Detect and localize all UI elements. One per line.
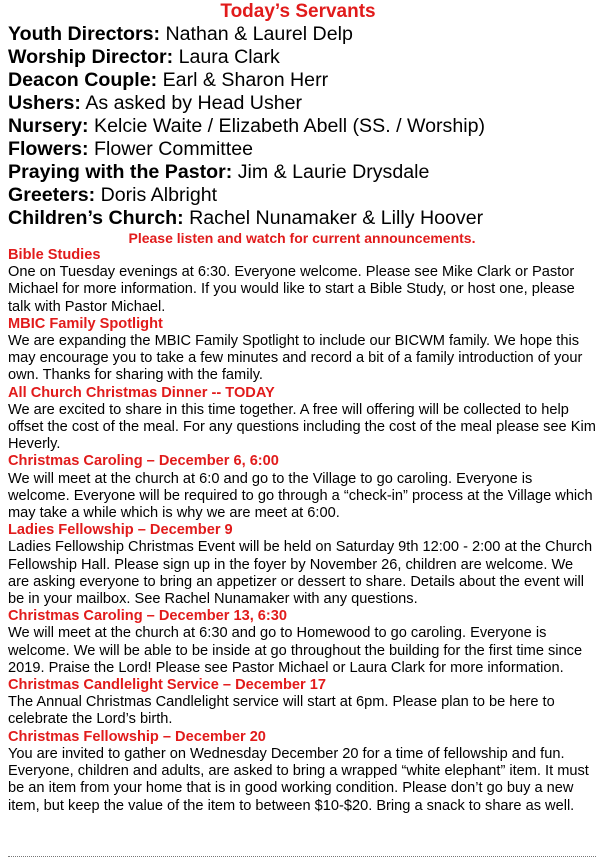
servant-role: Worship Director: bbox=[8, 46, 174, 68]
page-title: Today’s Servants bbox=[220, 1, 376, 22]
dotted-divider bbox=[8, 856, 596, 857]
servant-names: Doris Albright bbox=[100, 184, 218, 206]
servant-role: Deacon Couple: bbox=[8, 69, 158, 91]
servant-names: Flower Committee bbox=[94, 138, 253, 160]
servant-row bbox=[8, 46, 596, 69]
announcement-item bbox=[8, 316, 596, 385]
servant-role: Nursery: bbox=[8, 115, 89, 137]
servant-names: Nathan & Laurel Delp bbox=[165, 23, 353, 45]
announcement-body: Ladies Fellowship Christmas Event will be held on Saturday 9th 12:00 - 2:00 at the Church Fellowship Hall. Please sign up in the foyer by November 26, children are welcome. We are asking everyone to bring an appetizer or dessert to share. Details about the event will be in your mailbox. See Rachel Nunamaker with any questions. bbox=[8, 539, 593, 608]
servant-names: Earl & Sharon Herr bbox=[162, 69, 329, 91]
announcement-item bbox=[8, 677, 596, 729]
servant-row bbox=[8, 115, 596, 138]
announcement-body: You are invited to gather on Wednesday December 20 for a time of fellowship and fun. Everyone, children and adults, are asked to bring a wrapped “white elephant” item. It must be an item from your home that is in good working condition. Please don’t go buy a new item, but keep the value of the item to between $10-$20. Bring a snack to share as well. bbox=[8, 745, 589, 814]
servant-names: Rachel Nunamaker & Lilly Hoover bbox=[189, 207, 484, 229]
announcement-body: We will meet at the church at 6:30 and go to Homewood to go caroling. Everyone is welcome. We will be able to be inside at go throughout the building for the first time since 2019. Praise the Lord! Please see Pastor Michael or Laura Clark for more information. bbox=[8, 625, 583, 676]
servant-role: Youth Directors: bbox=[8, 23, 161, 45]
announcement-body: One on Tuesday evenings at 6:30. Everyone welcome. Please see Mike Clark or Pastor Michael for more information. If you would like to start a Bible Study, or host one, please talk with Pastor Michael. bbox=[8, 264, 575, 315]
servant-role: Children’s Church: bbox=[8, 207, 184, 229]
servant-row bbox=[8, 69, 596, 92]
servant-row bbox=[8, 92, 596, 115]
servant-row bbox=[8, 207, 596, 230]
announcement-heading: Christmas Fellowship – December 20 bbox=[8, 728, 266, 745]
servant-names: As asked by Head Usher bbox=[85, 92, 303, 114]
servant-role: Ushers: bbox=[8, 92, 81, 114]
bulletin-page bbox=[8, 0, 596, 815]
announcement-body: We are expanding the MBIC Family Spotlight to include our BICWM family. We hope this may encourage you to take a few minutes and record a bit of a family introduction of your own. Thanks for sharing with the family. bbox=[8, 333, 583, 384]
servant-role: Praying with the Pastor: bbox=[8, 161, 233, 183]
announcement-notice: Please listen and watch for current announcements. bbox=[128, 230, 476, 246]
servant-names: Laura Clark bbox=[178, 46, 280, 68]
announcement-heading: Bible Studies bbox=[8, 247, 101, 263]
announcement-heading: MBIC Family Spotlight bbox=[8, 315, 163, 332]
servant-row bbox=[8, 23, 596, 46]
announcement-body: We will meet at the church at 6:0 and go to the Village to go caroling. Everyone is welcome. Everyone will be required to go through a “check-in” process at the Village which may take a while which is why we are meet at 6:00. bbox=[8, 470, 593, 522]
announcement-item bbox=[8, 522, 596, 608]
announcement-item bbox=[8, 247, 596, 316]
announcement-heading: Christmas Candlelight Service – December 17 bbox=[8, 677, 326, 694]
announcement-item bbox=[8, 608, 596, 677]
announcement-heading: Christmas Caroling – December 13, 6:30 bbox=[8, 608, 288, 625]
servant-row bbox=[8, 184, 596, 207]
servant-row bbox=[8, 138, 596, 161]
announcement-heading: All Church Christmas Dinner -- TODAY bbox=[8, 384, 275, 401]
announcement-item bbox=[8, 385, 596, 454]
servant-names: Jim & Laurie Drysdale bbox=[237, 161, 430, 183]
servants-list bbox=[8, 23, 596, 230]
announcement-heading: Christmas Caroling – December 6, 6:00 bbox=[8, 453, 279, 470]
servant-role: Flowers: bbox=[8, 138, 89, 160]
servant-role: Greeters: bbox=[8, 184, 96, 206]
announcement-item bbox=[8, 453, 596, 522]
announcement-item bbox=[8, 729, 596, 815]
announcement-body: The Annual Christmas Candlelight service will start at 6pm. Please plan to be here to celebrate the Lord’s birth. bbox=[8, 694, 555, 728]
announcement-heading: Ladies Fellowship – December 9 bbox=[8, 522, 233, 539]
servant-names: Kelcie Waite / Elizabeth Abell (SS. / Worship) bbox=[94, 115, 485, 137]
servant-row bbox=[8, 161, 596, 184]
announcement-body: We are excited to share in this time together. A free will offering will be collected to help offset the cost of the meal. For any questions including the cost of the meal please see Kim Heverly. bbox=[8, 401, 596, 453]
